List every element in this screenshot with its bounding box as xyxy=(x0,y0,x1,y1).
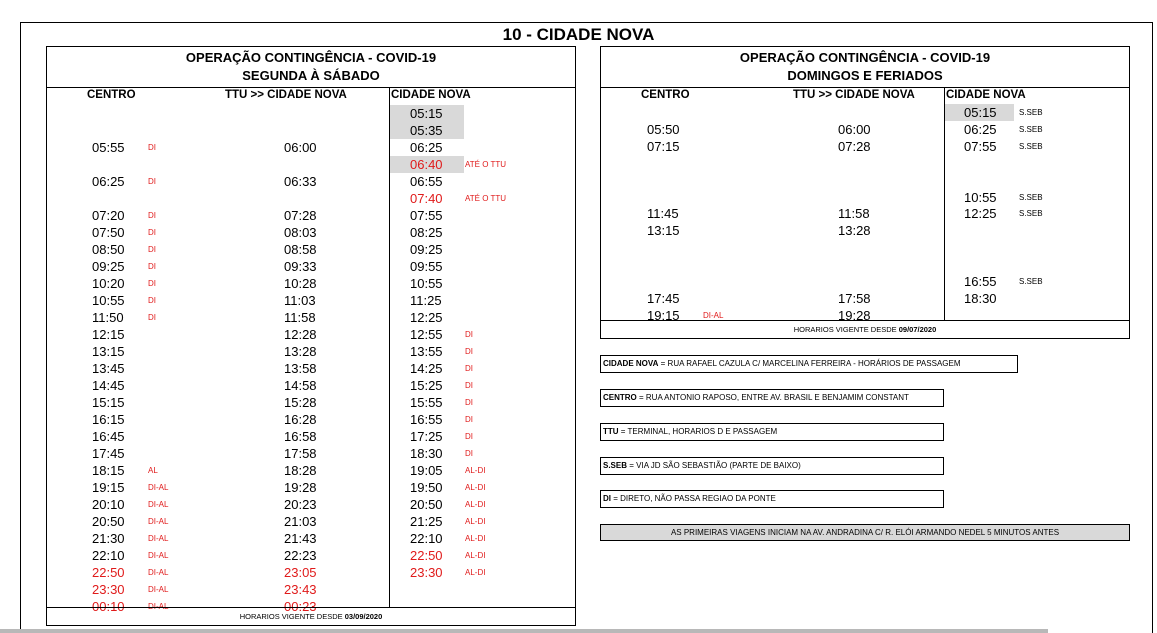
sunday-vigente xyxy=(601,325,1129,334)
legend-key: CIDADE NOVA xyxy=(603,359,659,368)
cidade-nova-time: 07:40 xyxy=(410,191,443,206)
legend-text: = RUA RAFAEL CAZULA C/ MARCELINA FERREIRA - HORÁRIOS DE PASSAGEM xyxy=(658,359,961,368)
centro-time: 19:15 xyxy=(647,307,680,323)
table-row xyxy=(601,205,1129,222)
cidade-nova-time: 21:25 xyxy=(410,514,443,529)
col-ttu: TTU >> CIDADE NOVA xyxy=(225,89,347,101)
centro-time: 20:10 xyxy=(92,497,125,512)
ttu-time: 00:23 xyxy=(284,599,317,614)
vigente-date: 03/09/2020 xyxy=(344,612,383,621)
centro-time: 07:50 xyxy=(92,225,125,240)
table-row xyxy=(601,290,1129,307)
table-row xyxy=(47,190,575,207)
centro-time: 06:25 xyxy=(92,174,125,189)
centro-time: 10:20 xyxy=(92,276,125,291)
legend-key: DI xyxy=(603,494,611,503)
legend-key: S.SEB xyxy=(603,461,628,470)
centro-time: 21:30 xyxy=(92,531,125,546)
table-row xyxy=(601,273,1129,290)
centro-time: 07:15 xyxy=(647,138,680,154)
centro-time: 08:50 xyxy=(92,242,125,257)
centro-time: 22:10 xyxy=(92,548,125,563)
centro-time: 12:15 xyxy=(92,327,125,342)
table-row xyxy=(47,241,575,258)
cidade-nova-tag: AL-DI xyxy=(465,517,486,526)
table-row xyxy=(47,547,575,564)
centro-tag: DI-AL xyxy=(148,568,169,577)
cidade-nova-time: 20:50 xyxy=(410,497,443,512)
legend-text: = VIA JD SÃO SEBASTIÃO (PARTE DE BAIXO) xyxy=(627,461,801,470)
table-row xyxy=(601,155,1129,172)
ttu-time: 17:58 xyxy=(284,446,317,461)
ttu-time: 08:03 xyxy=(284,225,317,240)
divider xyxy=(601,320,1129,321)
table-row xyxy=(47,428,575,445)
centro-time: 18:15 xyxy=(92,463,125,478)
cidade-nova-time: 06:40 xyxy=(410,157,443,172)
cidade-nova-time: 09:25 xyxy=(410,242,443,257)
table-row xyxy=(47,394,575,411)
table-row xyxy=(601,256,1129,273)
table-row xyxy=(601,307,1129,324)
cidade-nova-tag: ATÉ O TTU xyxy=(465,160,507,169)
centro-tag: AL xyxy=(148,466,158,475)
centro-time: 19:15 xyxy=(92,480,125,495)
cidade-nova-time: 16:55 xyxy=(964,274,997,289)
cidade-nova-time: 19:05 xyxy=(410,463,443,478)
cidade-nova-time: 05:35 xyxy=(410,123,443,138)
sunday-schedule xyxy=(600,46,1130,339)
table-row xyxy=(601,121,1129,138)
cidade-nova-time: 07:55 xyxy=(410,208,443,223)
ttu-time: 07:28 xyxy=(284,208,317,223)
col-ttu: TTU >> CIDADE NOVA xyxy=(793,89,915,101)
cidade-nova-time: 06:55 xyxy=(410,174,443,189)
ttu-time: 19:28 xyxy=(838,307,871,323)
horizontal-scrollbar[interactable] xyxy=(0,629,1048,633)
cidade-nova-tag: S.SEB xyxy=(1019,192,1043,202)
centro-tag: DI xyxy=(148,313,156,322)
weekday-schedule xyxy=(46,46,576,626)
weekday-vigente xyxy=(47,612,575,621)
ttu-time: 11:58 xyxy=(838,206,870,222)
ttu-time: 07:28 xyxy=(838,138,871,154)
table-row xyxy=(47,173,575,190)
cidade-nova-time: 10:55 xyxy=(964,189,997,205)
centro-tag: DI-AL xyxy=(703,310,724,320)
centro-tag: DI xyxy=(148,177,156,186)
cidade-nova-tag: DI xyxy=(465,347,473,356)
ttu-time: 21:43 xyxy=(284,531,317,546)
table-row xyxy=(47,479,575,496)
centro-time: 05:50 xyxy=(647,121,680,137)
cidade-nova-tag: DI xyxy=(465,432,473,441)
ttu-time: 16:58 xyxy=(284,429,317,444)
cidade-nova-time: 19:50 xyxy=(410,480,443,495)
table-row xyxy=(47,309,575,326)
legend-key: TTU xyxy=(603,427,619,436)
col-centro: CENTRO xyxy=(87,89,136,101)
cidade-nova-tag: ATÉ O TTU xyxy=(465,194,507,203)
centro-time: 11:50 xyxy=(92,310,124,325)
vigente-label: HORARIOS VIGENTE DESDE xyxy=(239,612,345,621)
cidade-nova-time: 18:30 xyxy=(964,290,997,306)
table-row xyxy=(47,156,575,173)
table-row xyxy=(601,138,1129,155)
centro-tag: DI xyxy=(148,143,156,152)
centro-time: 13:45 xyxy=(92,361,125,376)
ttu-time: 22:23 xyxy=(284,548,317,563)
first-trips-note: AS PRIMEIRAS VIAGENS INICIAM NA AV. ANDRADINA C/ R. ELÓI ARMANDO NEDEL 5 MINUTOS ANTES xyxy=(600,524,1130,541)
legend-text: = TERMINAL, HORARIOS D E PASSAGEM xyxy=(618,427,778,436)
legend-cidade-nova xyxy=(600,355,1018,373)
centro-time: 16:15 xyxy=(92,412,125,427)
centro-tag: DI xyxy=(148,262,156,271)
cidade-nova-tag: DI xyxy=(465,398,473,407)
weekday-title: OPERAÇÃO CONTINGÊNCIA - COVID-19 xyxy=(185,50,437,65)
cidade-nova-time: 13:55 xyxy=(410,344,443,359)
vigente-label: HORARIOS VIGENTE DESDE xyxy=(793,325,899,334)
ttu-time: 19:28 xyxy=(284,480,317,495)
ttu-time: 21:03 xyxy=(284,514,317,529)
cidade-nova-time: 06:25 xyxy=(410,140,443,155)
centro-time: 13:15 xyxy=(647,223,680,239)
cidade-nova-tag: S.SEB xyxy=(1019,277,1043,286)
ttu-time: 13:58 xyxy=(284,361,317,376)
table-row xyxy=(47,258,575,275)
cidade-nova-time: 18:30 xyxy=(410,446,443,461)
ttu-time: 08:58 xyxy=(284,242,317,257)
centro-time: 11:45 xyxy=(647,206,679,222)
table-row xyxy=(601,222,1129,239)
table-row xyxy=(601,189,1129,206)
table-row xyxy=(601,239,1129,256)
cidade-nova-tag: S.SEB xyxy=(1019,141,1043,151)
cidade-nova-time: 22:10 xyxy=(410,531,443,546)
cidade-nova-tag: S.SEB xyxy=(1019,108,1043,117)
cidade-nova-time: 12:25 xyxy=(410,310,443,325)
centro-time: 17:45 xyxy=(92,446,125,461)
cidade-nova-tag: S.SEB xyxy=(1019,209,1043,219)
cidade-nova-tag: DI xyxy=(465,381,473,390)
cidade-nova-time: 12:55 xyxy=(410,327,443,342)
centro-tag: DI-AL xyxy=(148,585,169,594)
cidade-nova-time: 05:15 xyxy=(410,106,443,121)
cidade-nova-tag: AL-DI xyxy=(465,500,486,509)
cidade-nova-tag: AL-DI xyxy=(465,551,486,560)
legend-centro xyxy=(600,389,944,407)
table-row xyxy=(47,530,575,547)
centro-tag: DI-AL xyxy=(148,517,169,526)
divider xyxy=(601,87,1129,88)
centro-tag: DI xyxy=(148,228,156,237)
cidade-nova-tag: AL-DI xyxy=(465,483,486,492)
centro-time: 07:20 xyxy=(92,208,125,223)
vigente-date: 09/07/2020 xyxy=(898,325,937,334)
centro-tag: DI-AL xyxy=(148,602,169,611)
cidade-nova-tag: DI xyxy=(465,415,473,424)
centro-tag: DI-AL xyxy=(148,483,169,492)
cidade-nova-time: 07:55 xyxy=(964,138,997,154)
centro-tag: DI xyxy=(148,211,156,220)
centro-time: 05:55 xyxy=(92,140,125,155)
cidade-nova-time: 06:25 xyxy=(964,121,997,137)
centro-time: 17:45 xyxy=(647,290,680,306)
legend-text: = RUA ANTONIO RAPOSO, ENTRE AV. BRASIL E BENJAMIM CONSTANT xyxy=(636,393,909,402)
ttu-time: 18:28 xyxy=(284,463,317,478)
weekday-subtitle: SEGUNDA À SÁBADO xyxy=(242,68,380,83)
cidade-nova-time: 17:25 xyxy=(410,429,443,444)
table-row xyxy=(47,207,575,224)
ttu-time: 14:58 xyxy=(284,378,317,393)
centro-tag: DI-AL xyxy=(148,500,169,509)
ttu-time: 11:03 xyxy=(284,293,316,308)
table-row xyxy=(47,411,575,428)
ttu-time: 09:33 xyxy=(284,259,317,274)
centro-time: 16:45 xyxy=(92,429,125,444)
centro-time: 22:50 xyxy=(92,565,125,580)
ttu-time: 06:00 xyxy=(284,140,317,155)
ttu-time: 23:05 xyxy=(284,565,317,580)
ttu-time: 11:58 xyxy=(284,310,316,325)
cidade-nova-time: 22:50 xyxy=(410,548,443,563)
legend-sseb xyxy=(600,457,944,475)
cidade-nova-time: 11:25 xyxy=(410,293,442,308)
table-row xyxy=(47,326,575,343)
centro-tag: DI xyxy=(148,245,156,254)
ttu-time: 06:00 xyxy=(838,121,871,137)
centro-time: 09:25 xyxy=(92,259,125,274)
ttu-time: 12:28 xyxy=(284,327,317,342)
legend-ttu xyxy=(600,423,944,441)
table-row xyxy=(601,172,1129,189)
cidade-nova-time: 09:55 xyxy=(410,259,443,274)
cidade-nova-tag: AL-DI xyxy=(465,466,486,475)
ttu-time: 20:23 xyxy=(284,497,317,512)
sunday-title: OPERAÇÃO CONTINGÊNCIA - COVID-19 xyxy=(739,50,991,65)
centro-time: 00:10 xyxy=(92,599,125,614)
cidade-nova-tag: AL-DI xyxy=(465,568,486,577)
centro-time: 14:45 xyxy=(92,378,125,393)
centro-tag: DI xyxy=(148,296,156,305)
cidade-nova-time: 14:25 xyxy=(410,361,443,376)
cidade-nova-time: 08:25 xyxy=(410,225,443,240)
cidade-nova-tag: AL-DI xyxy=(465,534,486,543)
ttu-time: 13:28 xyxy=(838,223,871,239)
centro-time: 20:50 xyxy=(92,514,125,529)
centro-time: 15:15 xyxy=(92,395,125,410)
table-row xyxy=(47,496,575,513)
table-row xyxy=(47,462,575,479)
ttu-time: 15:28 xyxy=(284,395,317,410)
table-row xyxy=(47,343,575,360)
table-row xyxy=(47,564,575,581)
cidade-nova-time: 05:15 xyxy=(964,105,997,120)
divider xyxy=(47,87,575,88)
cidade-nova-tag: DI xyxy=(465,364,473,373)
sunday-subtitle: DOMINGOS E FERIADOS xyxy=(787,68,943,83)
ttu-time: 13:28 xyxy=(284,344,317,359)
cidade-nova-tag: S.SEB xyxy=(1019,124,1043,134)
table-row xyxy=(47,275,575,292)
table-row xyxy=(47,360,575,377)
legend-key: CENTRO xyxy=(603,393,637,402)
centro-time: 10:55 xyxy=(92,293,125,308)
ttu-time: 16:28 xyxy=(284,412,317,427)
ttu-time: 10:28 xyxy=(284,276,317,291)
legend-di xyxy=(600,490,944,508)
cidade-nova-time: 16:55 xyxy=(410,412,443,427)
table-row xyxy=(47,122,575,139)
ttu-time: 17:58 xyxy=(838,290,871,306)
centro-tag: DI xyxy=(148,279,156,288)
ttu-time: 23:43 xyxy=(284,582,317,597)
table-row xyxy=(47,581,575,598)
table-row xyxy=(601,104,1129,121)
col-cidade-nova: CIDADE NOVA xyxy=(946,89,1026,101)
centro-time: 23:30 xyxy=(92,582,125,597)
centro-tag: DI-AL xyxy=(148,534,169,543)
table-row xyxy=(47,377,575,394)
page-title: 10 - CIDADE NOVA xyxy=(502,25,655,44)
legend-text: = DIRETO, NÃO PASSA REGIAO DA PONTE xyxy=(611,494,776,503)
table-row xyxy=(47,105,575,122)
table-row xyxy=(47,292,575,309)
divider xyxy=(47,607,575,608)
table-row xyxy=(47,224,575,241)
table-row xyxy=(47,513,575,530)
centro-time: 13:15 xyxy=(92,344,125,359)
cidade-nova-tag: DI xyxy=(465,449,473,458)
table-row xyxy=(47,445,575,462)
cidade-nova-time: 15:25 xyxy=(410,378,443,393)
ttu-time: 06:33 xyxy=(284,174,317,189)
cidade-nova-tag: DI xyxy=(465,330,473,339)
cidade-nova-time: 12:25 xyxy=(964,206,997,222)
cidade-nova-time: 15:55 xyxy=(410,395,443,410)
col-cidade-nova: CIDADE NOVA xyxy=(391,89,471,101)
centro-tag: DI-AL xyxy=(148,551,169,560)
cidade-nova-time: 10:55 xyxy=(410,276,443,291)
col-centro: CENTRO xyxy=(641,89,690,101)
cidade-nova-time: 23:30 xyxy=(410,565,443,580)
table-row xyxy=(47,139,575,156)
